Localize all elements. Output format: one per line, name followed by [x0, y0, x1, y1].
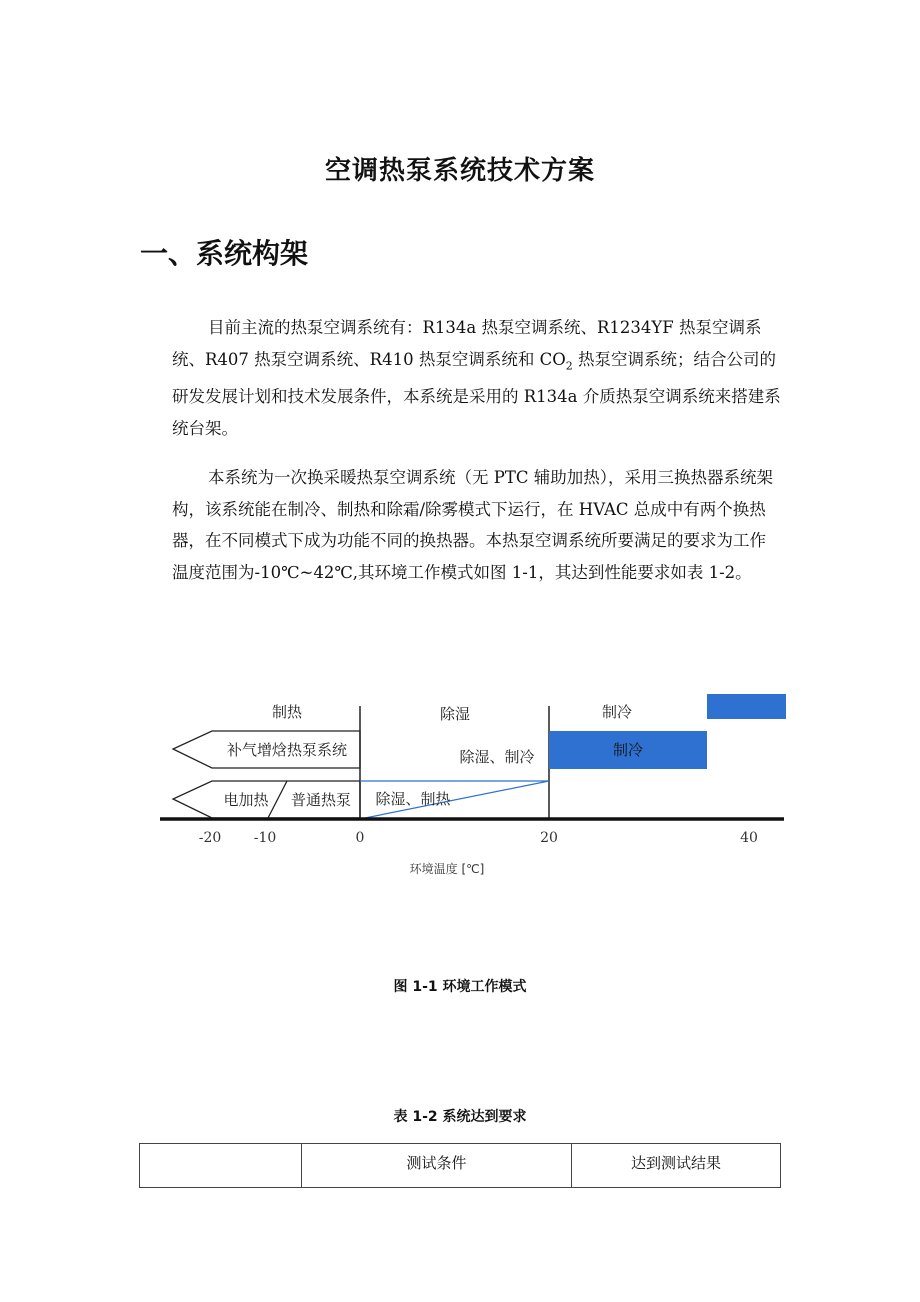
paragraph-1	[172, 312, 782, 444]
section-heading: 一、系统构架	[140, 237, 309, 270]
x-axis-label: 环境温度 [℃]	[409, 862, 485, 876]
table-caption: 表 1-2 系统达到要求	[393, 1109, 527, 1125]
paragraph-1-text-b: 热泵空调系统；结合公司的研发发展计划和技术发展条件，本系统是采用的 R134a 介质热泵空调系统来搭建系统台架。	[172, 349, 781, 438]
zone-label-dehumid: 除湿	[439, 705, 471, 723]
x-tick-label: 0	[355, 830, 365, 846]
paragraph-1-text-a: 目前主流的热泵空调系统有：R134a 热泵空调系统、R1234YF 热泵空调系统、R407 热泵空调系统、R410 热泵空调系统和 CO	[172, 318, 762, 369]
table-header-row	[140, 1144, 781, 1188]
x-tick-label: 20	[540, 830, 558, 846]
environment-mode-diagram	[0, 680, 920, 890]
table-header-cell-empty	[140, 1144, 302, 1188]
x-tick-label: 40	[740, 830, 758, 846]
paragraph-2	[172, 462, 782, 588]
document-title: 空调热泵系统技术方案	[324, 156, 595, 186]
requirements-table	[139, 1143, 781, 1188]
figure-caption: 图 1-1 环境工作模式	[393, 979, 527, 995]
band-divider-minus10	[268, 781, 287, 818]
band-label-dehumid-heat: 除湿、制热	[375, 790, 451, 808]
diagram-svg	[0, 680, 920, 890]
table-header-test-result: 达到测试结果	[572, 1144, 781, 1188]
band-label-dehumid-cool: 除湿、制冷	[459, 748, 535, 766]
x-tick-label: -10	[253, 830, 277, 846]
zone-label-cool: 制冷	[601, 703, 633, 721]
x-tick-labels	[199, 830, 758, 846]
x-tick-label: -20	[198, 830, 222, 846]
band-label-cooling: 制冷	[612, 741, 644, 759]
zone-label-heat: 制热	[271, 703, 303, 721]
band-label-enhanced-heat-pump: 补气增焓热泵系统	[226, 741, 348, 759]
legend-swatch	[707, 694, 786, 719]
band-label-electric: 电加热	[223, 791, 269, 809]
table-header-test-condition: 测试条件	[302, 1144, 572, 1188]
co2-subscript: 2	[565, 358, 573, 372]
band-label-ordinary-heat-pump: 普通热泵	[290, 791, 352, 809]
paragraph-2-text: 本系统为一次换采暖热泵空调系统（无 PTC 辅助加热），采用三换热器系统架构，该系统能在制冷、制热和除霜/除雾模式下运行，在 HVAC 总成中有两个换热器，在不同模式下成为功能不同的换热器。本热泵空调系统所要满足的要求为工作温度范围为-10℃~42℃,其环境工作模式如图 1-1，其达到性能要求如表 1-2。	[172, 468, 773, 582]
